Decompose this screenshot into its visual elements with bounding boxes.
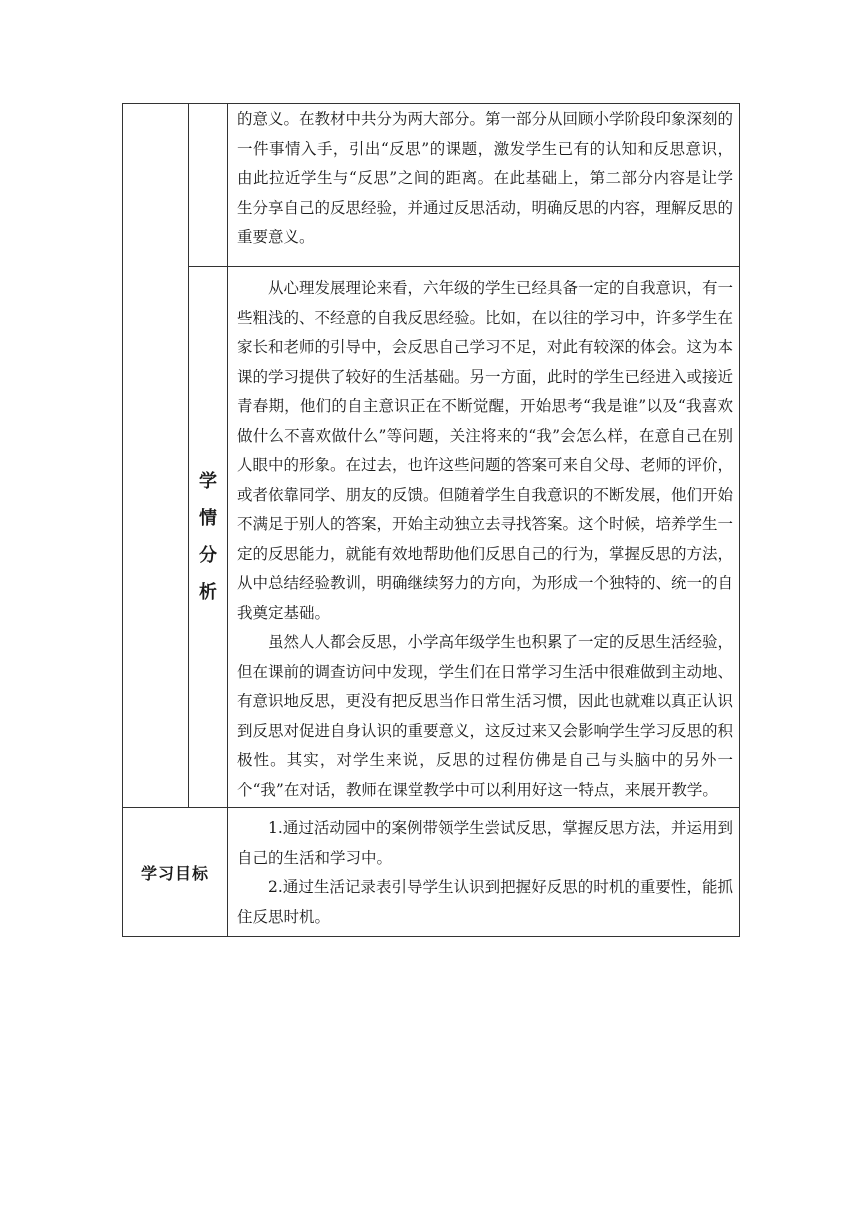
student-analysis-label: 学 情 分 析: [189, 267, 228, 808]
table-row-learning-goals: [123, 808, 740, 937]
student-analysis-content-cell: [228, 267, 740, 808]
table-row-content-analysis: [123, 104, 740, 267]
learning-goal-1: 1.通过活动园中的案例带领学生尝试反思，掌握反思方法，并运用到自己的生活和学习中。: [237, 819, 733, 867]
student-analysis-paragraph-2: 虽然人人都会反思，小学高年级学生也积累了一定的反思生活经验，但在课前的调查访问中发现，学生们在日常学习生活中很难做到主动地、有意识地反思，更没有把反思当作日常生活习惯，因此也就难以真正认识到反思对促进自身认识的重要意义，这反过来又会影响学生学习反思的积极性。其实，对学生来说，反思的过程仿佛是自己与头脑中的另外一个“我”在对话，教师在课堂教学中可以利用好这一特点，来展开教学。: [237, 633, 734, 799]
row1-label-cell: [189, 104, 228, 267]
learning-goals-label: 学习目标: [123, 808, 228, 937]
learning-goals-content-cell: [228, 808, 740, 937]
row1-paragraph: 的意义。在教材中共分为两大部分。第一部分从回顾小学阶段印象深刻的一件事情入手，引出“反思”的课题，激发学生已有的认知和反思意识，由此拉近学生与“反思”之间的距离。在此基础上，第二部分内容是让学生分享自己的反思经验，并通过反思活动，明确反思的内容，理解反思的重要意义。: [237, 110, 734, 246]
row1-content-cell: [228, 104, 740, 267]
lesson-plan-table: [122, 103, 740, 937]
table-row-student-analysis: [123, 267, 740, 808]
student-analysis-paragraph-1: 从心理发展理论来看，六年级的学生已经具备一定的自我意识，有一些粗浅的、不经意的自我反思经验。比如，在以往的学习中，许多学生在家长和老师的引导中，会反思自己学习不足，对此有较深的体会。这为本课的学习提供了较好的生活基础。另一方面，此时的学生已经进入或接近青春期，他们的自主意识正在不断觉醒，开始思考“我是谁”以及“我喜欢做什么不喜欢做什么”等问题，关注将来的“我”会怎么样，在意自己在别人眼中的形象。在过去，也许这些问题的答案可来自父母、老师的评价，或者依靠同学、朋友的反馈。但随着学生自我意识的不断发展，他们开始不满足于别人的答案，开始主动独立去寻找答案。这个时候，培养学生一定的反思能力，就能有效地帮助他们反思自己的行为，掌握反思的方法，从中总结经验教训，明确继续努力的方向，为形成一个独特的、统一的自我奠定基础。: [237, 279, 734, 622]
outer-label-cell: [123, 104, 189, 808]
learning-goal-2: 2.通过生活记录表引导学生认识到把握好反思的时机的重要性，能抓住反思时机。: [237, 878, 733, 926]
